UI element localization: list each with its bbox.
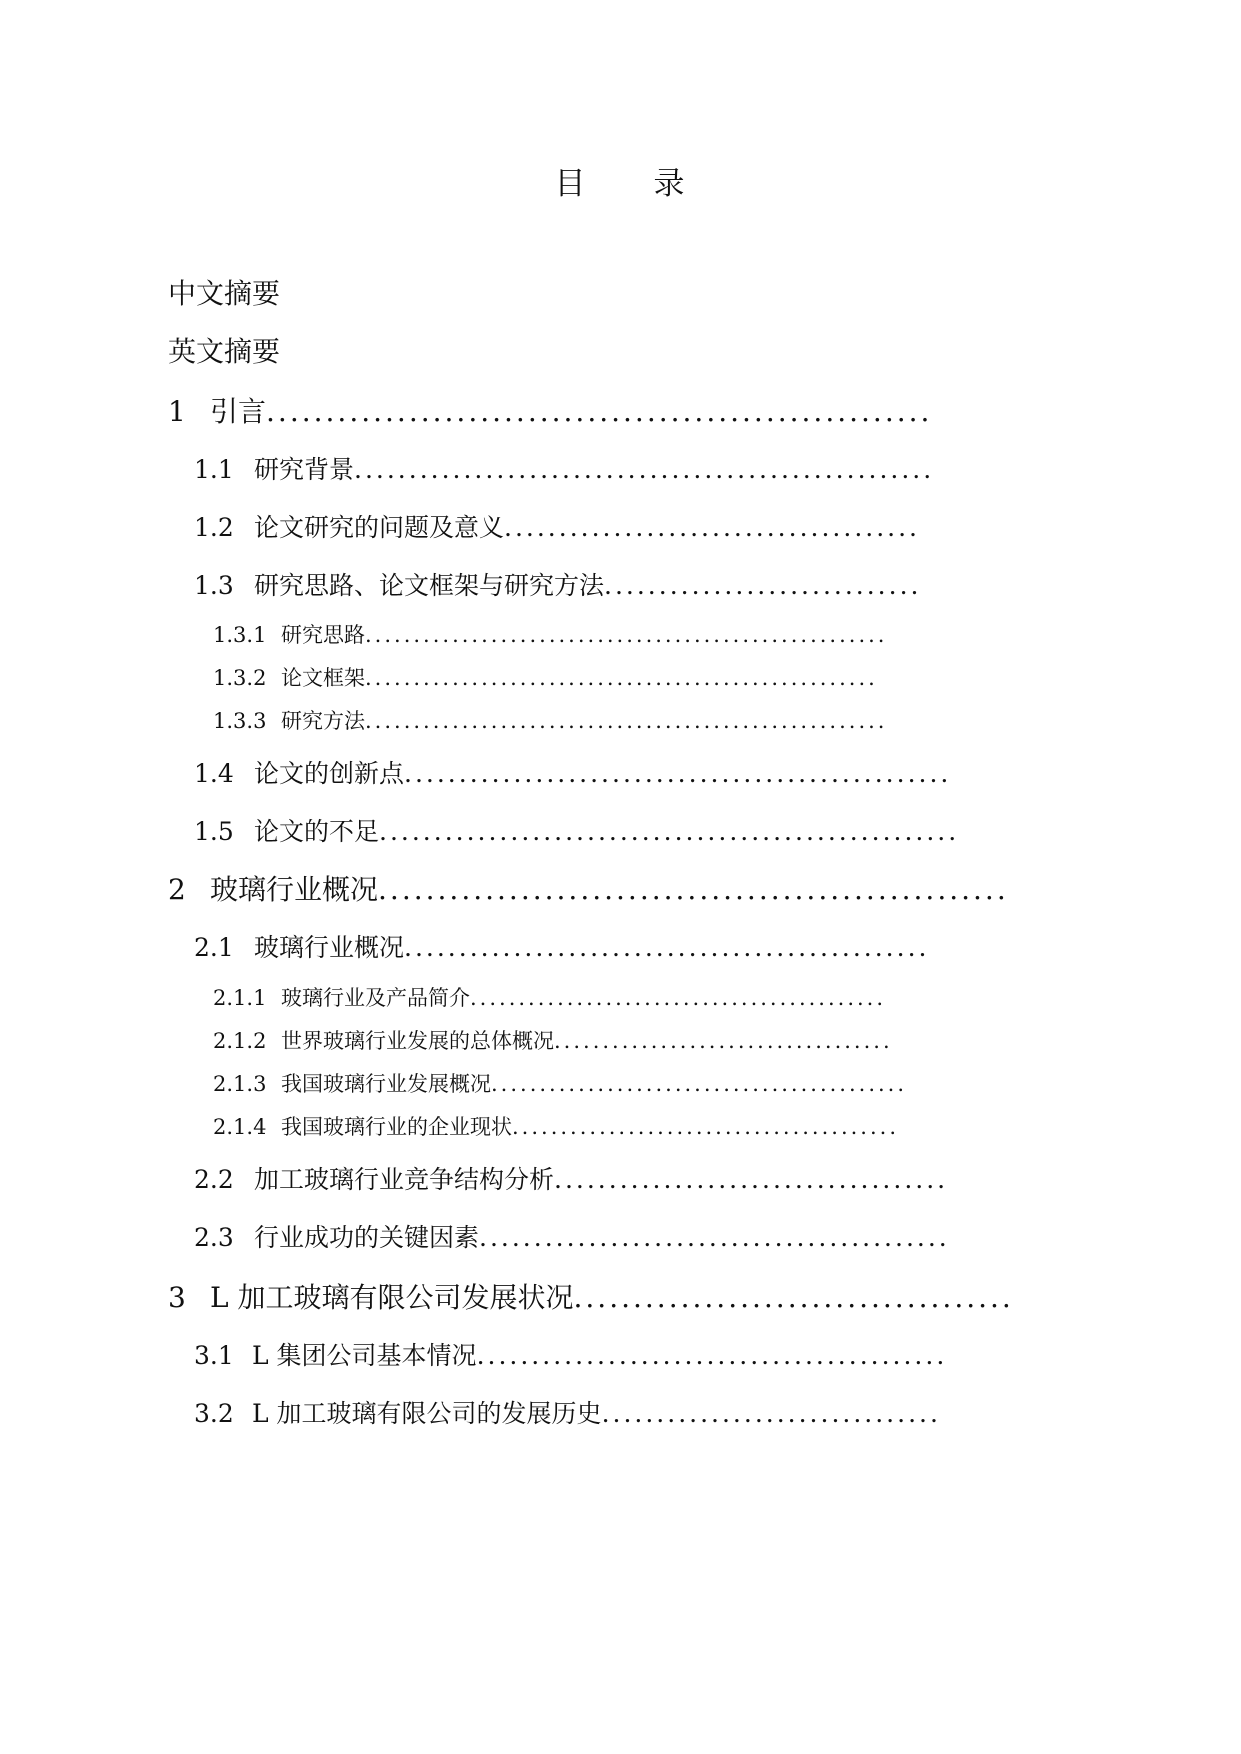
toc-entry[interactable] (194, 1394, 941, 1430)
toc-entry-number: 2.1.3 (213, 1072, 267, 1096)
toc-entry[interactable] (194, 508, 920, 544)
toc-entry[interactable] (213, 1025, 919, 1055)
toc-entry[interactable] (194, 1160, 949, 1196)
toc-entry-number: 2.3 (194, 1223, 234, 1252)
toc-entry-number: 1.3.1 (213, 623, 267, 647)
toc-entry-text: 研究背景 (254, 455, 355, 484)
toc-entry-number: 1.3.3 (213, 709, 267, 733)
toc-entry-number: 2.1.1 (213, 986, 267, 1010)
toc-entry-number: 2.2 (194, 1165, 234, 1194)
toc-entry[interactable] (213, 705, 913, 735)
toc-entry[interactable] (168, 330, 280, 370)
toc-entry-text: 研究思路、论文框架与研究方法 (254, 571, 605, 600)
toc-leader-dots: ........................................... (491, 1072, 908, 1096)
toc-leader-dots: ...................................................... (365, 623, 888, 647)
toc-entry-number: 3.1 (194, 1341, 234, 1370)
toc-entry[interactable] (213, 982, 889, 1012)
toc-leader-dots: ............................. (604, 571, 922, 600)
toc-entry-text: 引言 (210, 395, 267, 428)
toc-leader-dots: ........................................................ (266, 395, 933, 428)
toc-entry-text: 我国玻璃行业的企业现状 (281, 1115, 512, 1139)
toc-entry[interactable] (168, 868, 1009, 908)
toc-entry-text: L 加工玻璃有限公司的发展历史 (252, 1399, 602, 1428)
toc-entry-text: 加工玻璃行业竞争结构分析 (254, 1165, 555, 1194)
toc-leader-dots: ............................... (601, 1399, 941, 1428)
toc-entry-number: 2.1.2 (213, 1029, 267, 1053)
toc-entry-number: 3 (168, 1281, 186, 1314)
toc-leader-dots: .................................................. (404, 759, 952, 788)
toc-entry-text: 研究方法 (281, 709, 365, 733)
toc-entry-text: 世界玻璃行业发展的总体概况 (281, 1029, 554, 1053)
toc-entry[interactable] (213, 1111, 923, 1141)
page-title: 目 录 (554, 166, 687, 202)
toc-entry-number: 1.1 (194, 455, 234, 484)
toc-leader-dots: ..................................................... (354, 455, 935, 484)
toc-entry-number: 2.1 (194, 933, 234, 962)
toc-entry[interactable] (168, 390, 933, 430)
toc-entry-text: 玻璃行业及产品简介 (281, 986, 470, 1010)
toc-entry-number: 2.1.4 (213, 1115, 267, 1139)
toc-leader-dots: ..................................................... (365, 666, 878, 690)
toc-entry[interactable] (194, 566, 922, 602)
toc-entry-text: 英文摘要 (168, 335, 281, 368)
toc-leader-dots: ........................................ (512, 1115, 900, 1139)
toc-leader-dots: ..................................... (573, 1281, 1014, 1314)
toc-leader-dots: ...................................................... (365, 709, 888, 733)
toc-entry[interactable] (194, 928, 930, 964)
toc-entry-text: 我国玻璃行业发展概况 (281, 1072, 491, 1096)
toc-entry-number: 1.5 (194, 817, 234, 846)
toc-leader-dots: ........................................... (476, 1341, 948, 1370)
toc-leader-dots: .................................... (554, 1165, 949, 1194)
toc-entry[interactable] (194, 812, 960, 848)
toc-leader-dots: ................................................ (404, 933, 930, 962)
toc-entry[interactable] (194, 450, 935, 486)
toc-entry[interactable] (213, 1068, 921, 1098)
toc-entry-number: 1.3.2 (213, 666, 267, 690)
toc-entry[interactable] (213, 662, 905, 692)
toc-leader-dots: ................................... (554, 1029, 893, 1053)
toc-entry-number: 1.3 (194, 571, 234, 600)
toc-entry[interactable] (168, 1276, 1014, 1316)
toc-entry[interactable] (194, 754, 952, 790)
toc-entry-text: L 加工玻璃有限公司发展状况 (210, 1281, 574, 1314)
toc-entry-text: 论文框架 (281, 666, 365, 690)
toc-entry-number: 2 (168, 873, 186, 906)
toc-entry[interactable] (194, 1218, 950, 1254)
toc-entry-text: 行业成功的关键因素 (254, 1223, 480, 1252)
toc-entry-text: 中文摘要 (168, 277, 281, 310)
toc-leader-dots: ..................................................... (378, 873, 1009, 906)
toc-entry-number: 1 (168, 395, 186, 428)
toc-entry-text: 论文的创新点 (254, 759, 405, 788)
toc-entry-text: 论文研究的问题及意义 (254, 513, 505, 542)
toc-entry[interactable] (168, 272, 280, 312)
toc-entry-number: 1.4 (194, 759, 234, 788)
toc-entry[interactable] (194, 1336, 948, 1372)
toc-entry-text: 论文的不足 (254, 817, 380, 846)
toc-entry[interactable] (213, 619, 913, 649)
toc-leader-dots: ..................................................... (379, 817, 960, 846)
toc-entry-number: 1.2 (194, 513, 234, 542)
toc-leader-dots: ........................................... (470, 986, 887, 1010)
toc-entry-text: 玻璃行业概况 (254, 933, 405, 962)
toc-leader-dots: ...................................... (504, 513, 920, 542)
toc-leader-dots: ........................................... (479, 1223, 950, 1252)
toc-entry-number: 3.2 (194, 1399, 234, 1428)
toc-entry-text: 玻璃行业概况 (210, 873, 379, 906)
toc-entry-text: L 集团公司基本情况 (252, 1341, 477, 1370)
toc-entry-text: 研究思路 (281, 623, 365, 647)
